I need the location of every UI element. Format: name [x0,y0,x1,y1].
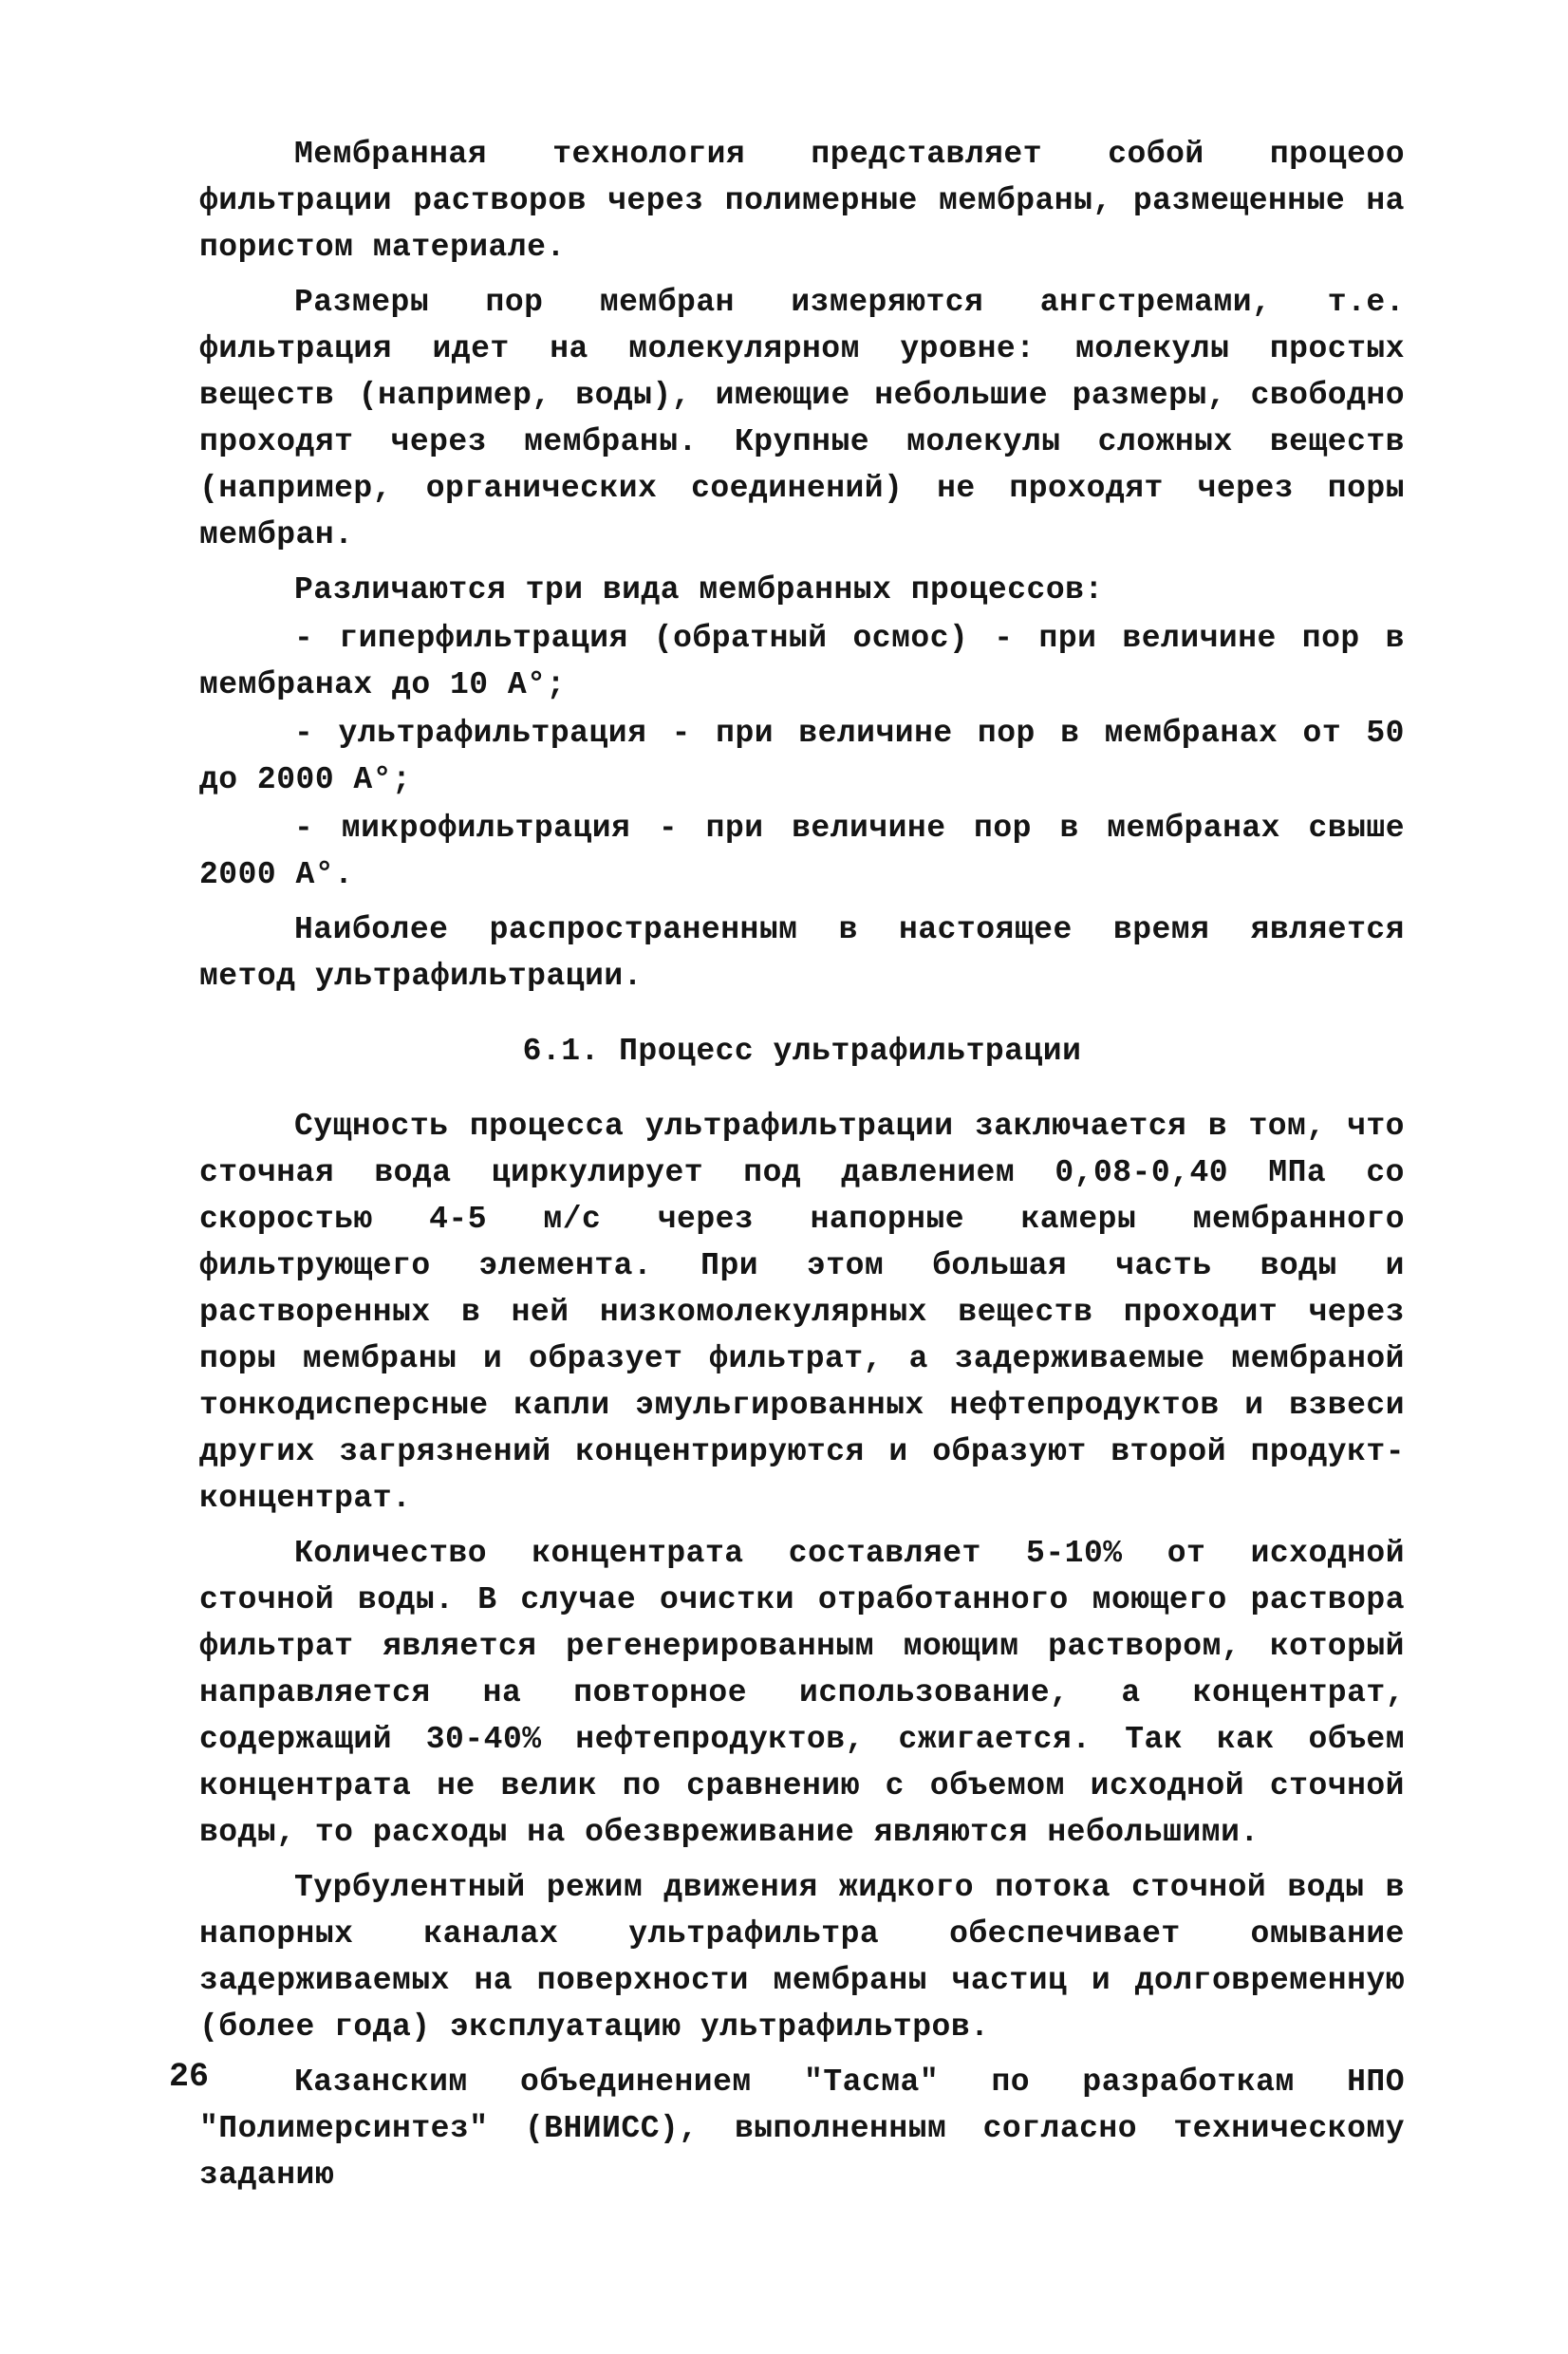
list-item-hyperfiltration: - гиперфильтрация (обратный осмос) - при величине пор в мембранах до 10 А°; [199,621,1405,702]
paragraph-turbulent-regime: Турбулентный режим движения жидкого потока сточной воды в напорных каналах ультрафильтра обеспечивает омывание задерживаемых на поверхности мембраны частиц и долговременную (более года) эксплуатацию ультрафильтров. [199,1870,1405,2045]
section-heading: 6.1. Процесс ультрафильтрации [522,1034,1082,1069]
paragraph-process-essence: Сущность процесса ультрафильтрации заключается в том, что сточная вода циркулирует под давлением 0,08-0,40 МПа со скоростью 4-5 м/с через напорные камеры мембранного фильтрующего элемента. При этом большая часть воды и растворенных в ней низкомолекулярных веществ проходит через поры мембраны и образует фильтрат, а задерживаемые мембраной тонкодисперсные капли эмульгированных нефтепродуктов и взвеси других загрязнений концентрируются и образуют второй продукт- концентрат. [199,1109,1405,1516]
paragraph-process-types: Различаются три вида мембранных процессов: [294,572,1104,607]
list-item-microfiltration: - микрофильтрация - при величине пор в мембранах свыше 2000 А°. [199,811,1405,892]
paragraph-pore-sizes: Размеры пор мембран измеряются ангстремами, т.е. фильтрация идет на молекулярном уровне: молекулы простых веществ (например, воды), имеющие небольшие размеры, свободно проходят через мембраны. Крупные молекулы сложных веществ (например, органических соединений) не проходят через поры мембран. [199,285,1405,552]
list-item-ultrafiltration: - ультрафильтрация - при величине пор в мембранах от 50 до 2000 А°; [199,716,1405,797]
paragraph-most-common-method: Наиболее распространенным в настоящее время является метод ультрафильтрации. [199,912,1405,994]
paragraph-kazan-association: Казанским объединением "Тасма" по разработкам НПО "Полимерсинтез" (ВНИИСС), выполненным согласно техническому заданию [199,2064,1405,2193]
page-number: 26 [169,2058,210,2096]
paragraph-concentrate-amount: Количество концентрата составляет 5-10% от исходной сточной воды. В случае очистки отработанного моющего раствора фильтрат является регенерированным моющим раствором, который направляется на повторное использование, а концентрат, содержащий 30-40% нефтепродуктов, сжигается. Так как объем концентрата не велик по сравнению с объемом исходной сточной воды, то расходы на обезвреживание являются небольшими. [199,1536,1405,1850]
paragraph-membrane-technology: Мембранная технология представляет собой процеоо фильтрации растворов через полимерные мембраны, размещенные на пористом материале. [199,137,1405,265]
body-text [199,131,1405,2207]
